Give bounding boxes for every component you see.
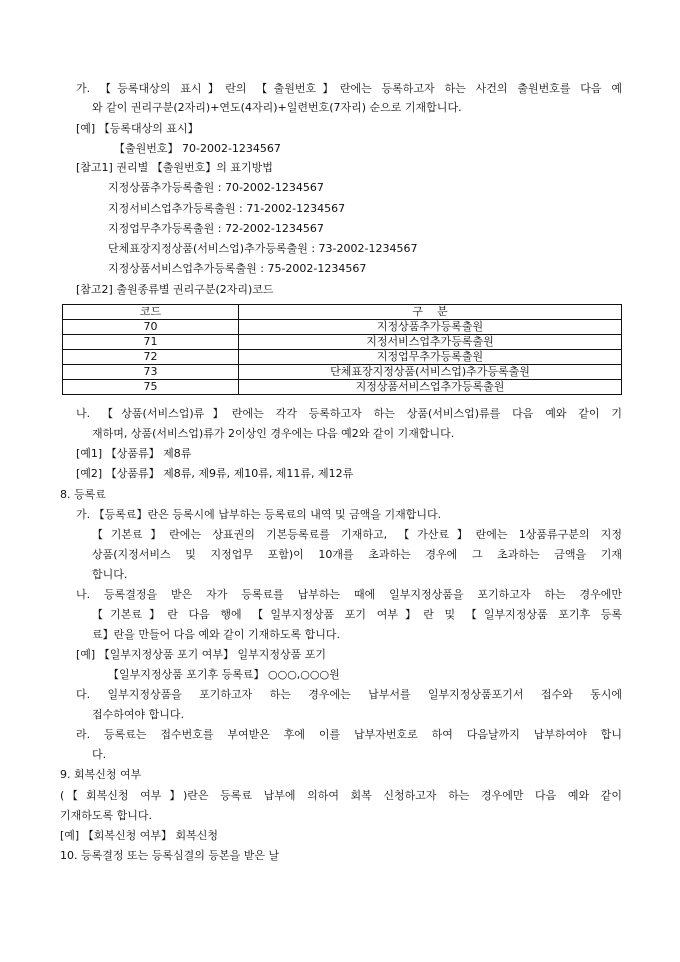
table-header-code: 코드 — [63, 305, 239, 320]
section-heading: 10. 등록결정 또는 등록심결의 등본을 받은 날 — [60, 849, 280, 862]
example-line: 【일부지정상품 포기후 등록료】 ○○○,○○○원 — [108, 668, 340, 681]
paragraph-line: 다. — [92, 748, 107, 761]
table-header-row — [63, 305, 622, 320]
paragraph-line: 가. 【등록료】란은 등록시에 납부하는 등록료의 내역 및 금액을 기재합니다. — [76, 508, 442, 521]
reference-line: 지정서비스업추가등록출원 : 71-2002-1234567 — [108, 202, 346, 215]
paragraph-line: 재하며, 상품(서비스업)류가 2이상인 경우에는 다음 예2와 같이 기재합니다. — [92, 427, 455, 440]
example-line: [예2] 【상품류】 제8류, 제9류, 제10류, 제11류, 제12류 — [76, 467, 354, 480]
paragraph-line: 합니다. — [92, 568, 128, 581]
table-cell-code: 73 — [63, 365, 239, 380]
table-row — [63, 335, 622, 350]
paragraph-line: 【기본료】란에는 상표권의 기본등록료를 기재하고, 【가산료】란에는 1상품류구분의 지정 — [92, 528, 622, 541]
reference-line: 단체표장지정상품(서비스업)추가등록출원 : 73-2002-1234567 — [108, 242, 418, 255]
paragraph-line: 【기본료】란 다음 행에 【일부지정상품 포기 여부】란 및 【일부지정상품 포기후 등록 — [92, 608, 622, 621]
table-row — [63, 320, 622, 335]
table-cell-code: 71 — [63, 335, 239, 350]
table-header-category: 구 분 — [239, 305, 622, 320]
paragraph-line: 접수하여야 합니다. — [92, 708, 185, 721]
code-table — [62, 304, 622, 395]
paragraph-line: 가. 【등록대상의 표시】란의 【출원번호】란에는 등록하고자 하는 사건의 출원번호를 다음 예 — [76, 82, 622, 95]
table-cell-code: 72 — [63, 350, 239, 365]
table-row — [63, 350, 622, 365]
example-line: 【출원번호】 70-2002-1234567 — [114, 142, 281, 155]
example-line: [예] 【일부지정상품 포기 여부】 일부지정상품 포기 — [76, 648, 326, 661]
reference-heading: [참고1] 권리별 【출원번호】의 표기방법 — [76, 161, 273, 174]
paragraph-line: 와 같이 권리구분(2자리)+연도(4자리)+일련번호(7자리) 순으로 기재합니다. — [92, 101, 462, 114]
table-cell-name: 지정서비스업추가등록출원 — [239, 335, 622, 350]
paragraph-line: 다. 일부지정상품을 포기하고자 하는 경우에는 납부서를 일부지정상품포기서 접수와 동시에 — [76, 688, 622, 701]
section-heading: 9. 회복신청 여부 — [60, 768, 142, 781]
paragraph-line: 나. 등록결정을 받은 자가 등록료를 납부하는 때에 일부지정상품을 포기하고자 하는 경우에만 — [76, 588, 622, 601]
reference-heading: [참고2] 출원종류별 권리구분(2자리)코드 — [76, 283, 274, 296]
table-cell-name: 지정업무추가등록출원 — [239, 350, 622, 365]
reference-line: 지정상품추가등록출원 : 70-2002-1234567 — [108, 181, 324, 194]
example-line: [예1] 【상품류】 제8류 — [76, 447, 192, 460]
example-line: [예] 【회복신청 여부】 회복신청 — [60, 829, 218, 842]
paragraph-line: (【회복신청 여부】)란은 등록료 납부에 의하여 회복 신청하고자 하는 경우에만 다음 예와 같이 — [60, 789, 622, 802]
table-cell-name: 지정상품추가등록출원 — [239, 320, 622, 335]
paragraph-line: 료】란을 만들어 다음 예와 같이 기재하도록 합니다. — [92, 628, 340, 641]
paragraph-line: 상품(지정서비스 및 지정업무 포함)이 10개를 초과하는 경우에 그 초과하는 금액을 기재 — [92, 548, 622, 561]
table-cell-name: 지정상품서비스업추가등록출원 — [239, 380, 622, 395]
table-cell-code: 75 — [63, 380, 239, 395]
paragraph-line: 나. 【상품(서비스업)류】란에는 각각 등록하고자 하는 상품(서비스업)류를 다음 예와 같이 기 — [76, 407, 622, 420]
paragraph-line: 라. 등록료는 접수번호를 부여받은 후에 이를 납부자번호로 하여 다음날까지 납부하여야 합니 — [76, 728, 622, 741]
table-cell-code: 70 — [63, 320, 239, 335]
table-row — [63, 380, 622, 395]
section-heading: 8. 등록료 — [60, 488, 106, 501]
table-cell-name: 단체표장지정상품(서비스업)추가등록출원 — [239, 365, 622, 380]
paragraph-line: 기재하도록 합니다. — [60, 809, 153, 822]
example-line: [예] 【등록대상의 표시】 — [76, 122, 199, 135]
reference-line: 지정상품서비스업추가등록출원 : 75-2002-1234567 — [108, 262, 367, 275]
table-row — [63, 365, 622, 380]
reference-line: 지정업무추가등록출원 : 72-2002-1234567 — [108, 222, 324, 235]
